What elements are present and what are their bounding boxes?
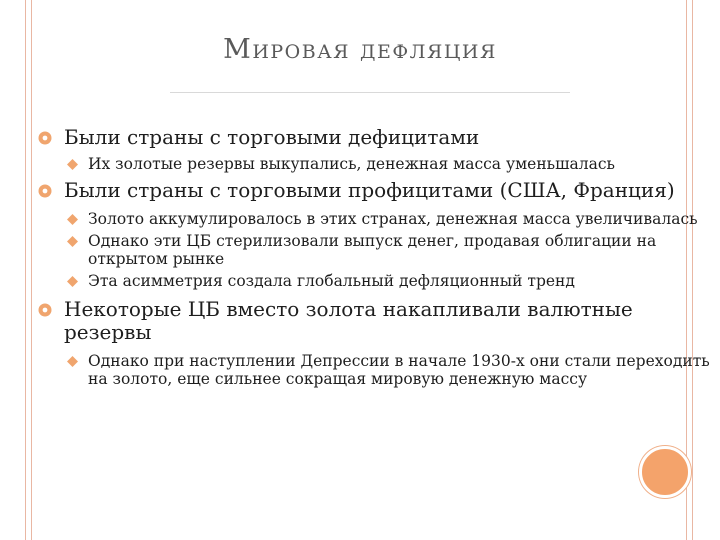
bullet-list	[36, 126, 716, 388]
diamond-bullet-icon	[67, 276, 78, 287]
sub-bullet-item	[36, 155, 716, 173]
sub-bullet-text: Однако при наступлении Депрессии в начале 1930-х они стали переходить на золото, еще сильнее сокращая мировую денежную массу	[88, 352, 710, 388]
sub-bullet-item	[36, 352, 716, 388]
bullet-text: Некоторые ЦБ вместо золота накапливали валютные резервы	[64, 297, 633, 344]
diamond-bullet-icon	[67, 236, 78, 247]
title-divider	[170, 92, 570, 93]
sub-bullet-item	[36, 272, 716, 290]
gear-bullet-icon	[38, 303, 52, 317]
sub-bullet-item	[36, 210, 716, 228]
bullet-item	[36, 179, 716, 202]
bullet-text: Были страны с торговыми профицитами (США, Франция)	[64, 178, 675, 202]
sub-bullet-text: Однако эти ЦБ стерилизовали выпуск денег, продавая облигации на открытом рынке	[88, 232, 657, 268]
bullet-text: Были страны с торговыми дефицитами	[64, 125, 480, 149]
decorative-circle	[639, 446, 691, 498]
diamond-bullet-icon	[67, 159, 78, 170]
gear-bullet-icon	[38, 131, 52, 145]
bullet-item	[36, 126, 716, 149]
gear-bullet-icon	[38, 184, 52, 198]
frame-line-left-inner	[31, 0, 32, 540]
frame-line-left-outer	[25, 0, 26, 540]
sub-bullet-item	[36, 232, 716, 268]
sub-bullet-text: Их золотые резервы выкупались, денежная масса уменьшалась	[88, 155, 615, 173]
sub-bullet-text: Эта асимметрия создала глобальный дефляционный тренд	[88, 272, 575, 290]
diamond-bullet-icon	[67, 214, 78, 225]
slide-title: Мировая дефляция	[223, 34, 497, 65]
diamond-bullet-icon	[67, 356, 78, 367]
bullet-item	[36, 298, 716, 344]
sub-bullet-text: Золото аккумулировалось в этих странах, денежная масса увеличивалась	[88, 210, 698, 228]
